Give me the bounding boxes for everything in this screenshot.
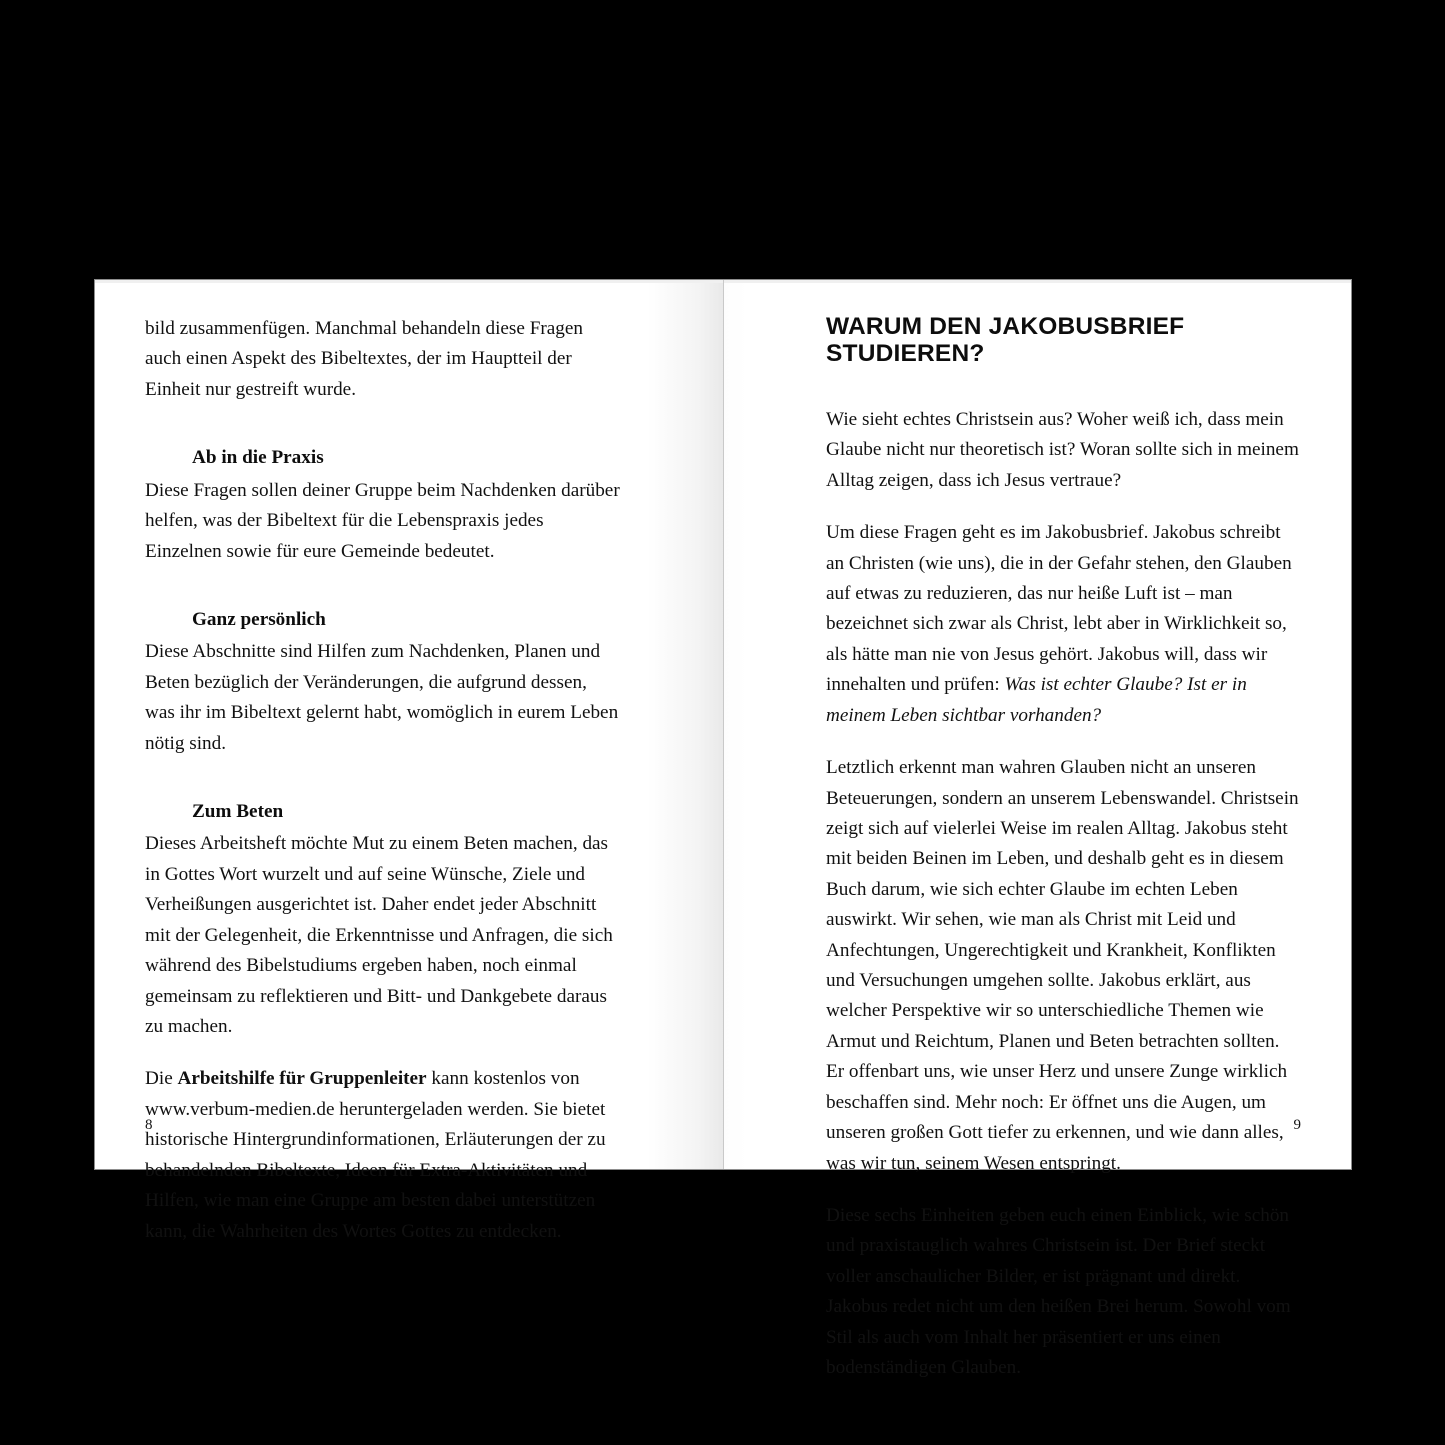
- paragraph-diese-sechs-einheiten: Diese sechs Einheiten geben euch einen Einblick, wie schön und praxistauglich wahres Christsein ist. Der Brief steckt voller anschaulicher Bilder, er ist prägnant und direkt. Jakobus redet nicht um den heißen Brei herum. Sowohl vom Stil als auch vom Inhalt her präsentiert er uns einen bodenständigen Glauben.: [826, 1205, 1291, 1379]
- left-page-text-column: [145, 314, 620, 1269]
- block-spacer: [145, 589, 620, 605]
- page-number-right: 9: [1293, 1117, 1301, 1133]
- paragraph-letztlich-erkennt-man: Letztlich erkennt man wahren Glauben nicht an unseren Beteuerungen, sondern an unserem Lebenswandel. Christsein zeigt sich auf vielerlei Weise im realen Alltag. Jakobus steht mit beiden Beinen im Leben, und deshalb geht es in diesem Buch darum, wie sich echter Glaube im echten Leben auswirkt. Wir sehen, wie man als Christ mit Leid und Anfechtungen, Ungerechtigkeit und Krankheit, Konflikten und Versuchungen umgehen sollte. Jakobus erklärt, aus welcher Perspektive wir so unterschiedliche Themen wie Armut und Reichtum, Planen und Beten betrachten sollten. Er offenbart uns, wie unser Herz und unsere Zunge wirklich beschaffen sind. Mehr noch: Er öffnet uns die Augen, um unseren großen Gott tiefer zu erkennen, und wie dann alles, was wir tun, seinem Wesen entspringt.: [826, 757, 1299, 1174]
- paragraph-um-diese-fragen: Um diese Fragen geht es im Jakobusbrief. Jakobus schreibt an Christen (wie uns), die in der Gefahr stehen, den Glauben auf etwas zu reduzieren, das nur heiße Luft ist – man bezeichnet sich zwar als Christ, lebt aber in Wirklichkeit so, als hätte man nie von Jesus gehört. Jakobus will, dass wir innehalten und prüfen: Was ist echter Glaube? Ist er in meinem Leben sichtbar vorhanden?: [826, 522, 1292, 726]
- paragraph-ab-in-die-praxis: Diese Fragen sollen deiner Gruppe beim Nachdenken darüber helfen, was der Bibeltext für die Lebenspraxis jedes Einzelnen sowie für eure Gemeinde bedeutet.: [145, 479, 620, 562]
- page-top-bevel-right: [723, 280, 1351, 283]
- book-spine-fold: [723, 280, 724, 1169]
- book-page-right: [723, 280, 1351, 1379]
- paragraph-ganz-persoenlich: Diese Abschnitte sind Hilfen zum Nachdenken, Planen und Beten bezüglich der Veränderungen, die aufgrund dessen, was ihr im Bibeltext gelernt habt, womöglich in eurem Leben nötig sind.: [145, 641, 619, 754]
- paragraph-zum-beten: Dieses Arbeitsheft möchte Mut zu einem Beten machen, das in Gottes Wort wurzelt und auf seine Wünsche, Ziele und Verheißungen ausgerichtet ist. Daher endet jeder Abschnitt mit der Gelegenheit, die Erkenntnisse und Anfragen, die sich während des Bibelstudiums ergeben haben, noch einmal gemeinsam zu reflektieren und Bitt- und Dankgebete daraus zu machen.: [145, 833, 613, 1038]
- page-number-left: 8: [145, 1117, 153, 1133]
- chapter-heading: WARUM DEN JAKOBUSBRIEF STUDIEREN?: [826, 313, 1185, 367]
- book-page-left: [95, 280, 723, 1242]
- page-top-bevel-left: [95, 280, 723, 283]
- subheading-zum-beten: Zum Beten: [192, 801, 284, 823]
- subheading-ab-in-die-praxis: Ab in die Praxis: [192, 447, 324, 469]
- paragraph-opening-questions: Wie sieht echtes Christsein aus? Woher weiß ich, dass mein Glaube nicht nur theoretisch ist? Woran sollte sich in meinem Alltag zeigen, dass ich Jesus vertraue?: [826, 408, 1299, 491]
- paragraph-arbeitshilfe: Die Arbeitshilfe für Gruppenleiter kann kostenlos von www.verbum-medien.de heruntergeladen werden. Sie bietet historische Hintergrundinformationen, Erläuterungen der zu behandelnden Bibeltexte, Ideen für Extra-Aktivitäten und Hilfen, wie man eine Gruppe am besten dabei unterstützen kann, die Wahrheiten des Wortes Gottes zu entdecken.: [145, 1068, 606, 1242]
- open-book-spread: [95, 280, 1351, 1379]
- subheading-ganz-persoenlich: Ganz persönlich: [192, 608, 326, 630]
- block-spacer: [145, 427, 620, 443]
- right-page-text-column: [826, 314, 1301, 1406]
- paragraph-intro-continued: bild zusammenfügen. Manchmal behandeln diese Fragen auch einen Aspekt des Bibeltextes, der im Hauptteil der Einheit nur gestreift wurde.: [145, 318, 583, 400]
- block-spacer: [145, 781, 620, 797]
